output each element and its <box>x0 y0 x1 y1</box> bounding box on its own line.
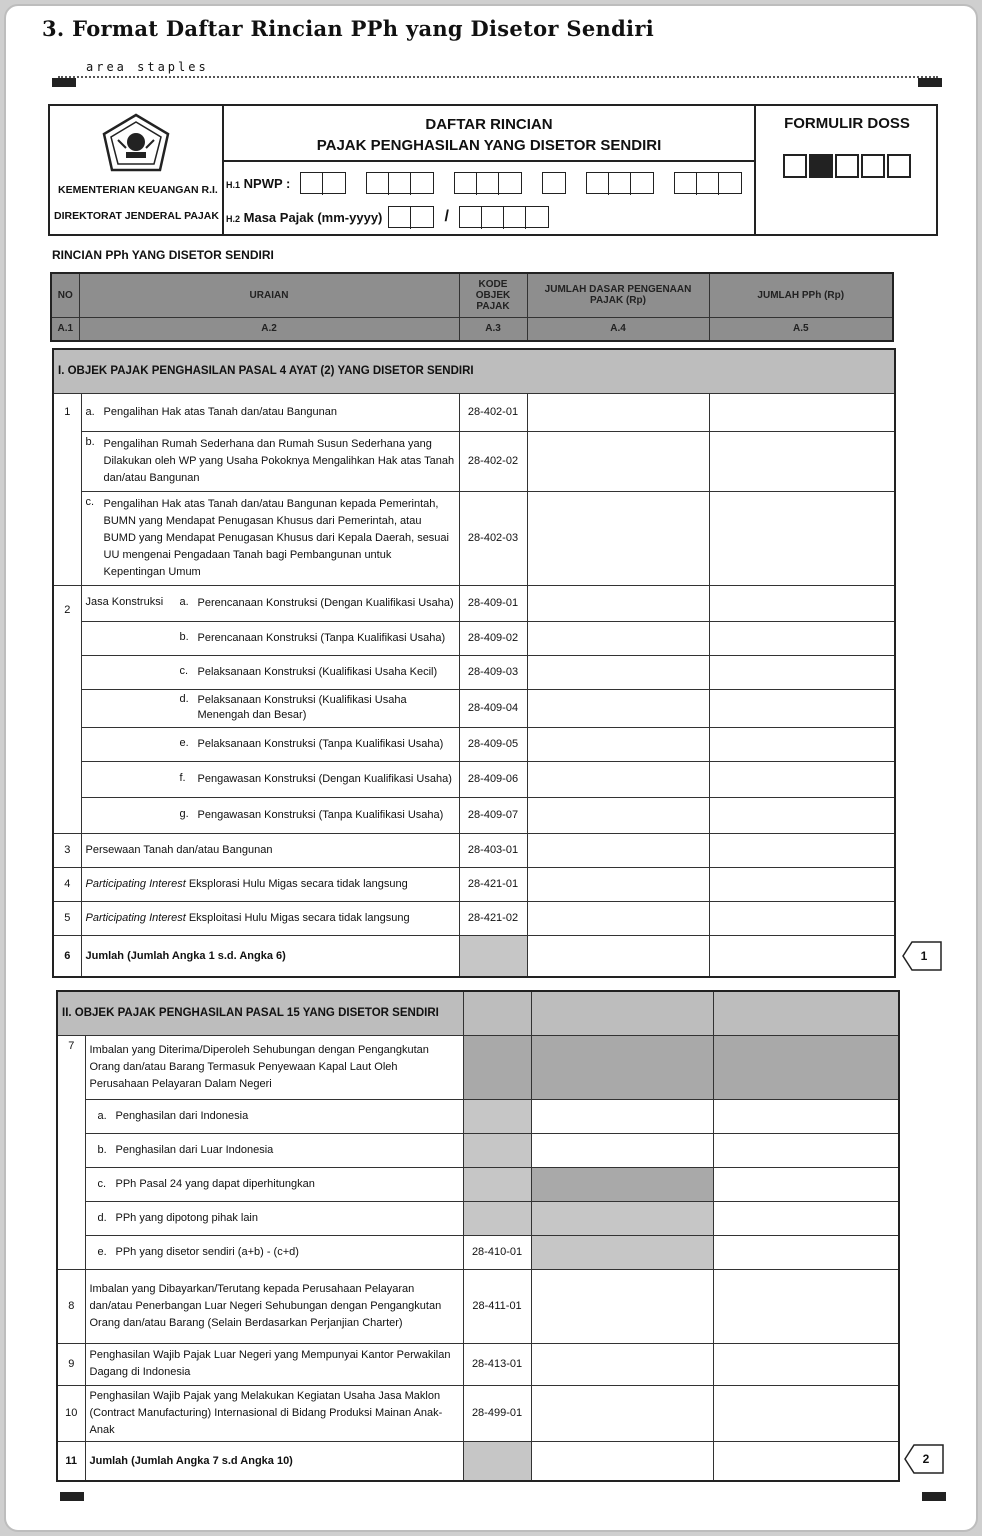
pph-input[interactable] <box>709 833 895 867</box>
header-title-cell <box>224 106 756 234</box>
item-label: b. Pengalihan Rumah Sederhana dan Rumah Susun Sederhana yang Dilakukan oleh WP yang Usaha Pokoknya Mengalihkan Hak atas Tanah dan/atau Bangunan <box>81 431 459 491</box>
row-number: 1 <box>53 393 81 585</box>
dasar-input[interactable] <box>527 585 709 621</box>
form-name: FORMULIR DOSS <box>784 115 910 132</box>
item-label: Participating Interest Eksplorasi Hulu Migas secara tidak langsung <box>81 867 459 901</box>
dasar-input[interactable] <box>527 431 709 491</box>
pph-input[interactable] <box>709 621 895 655</box>
row-number: 3 <box>53 833 81 867</box>
row-number: 2 <box>53 585 81 833</box>
pph-input[interactable] <box>709 727 895 761</box>
pph-input[interactable] <box>709 491 895 585</box>
staple-dotted-line <box>58 76 938 78</box>
tax-code: 28-409-01 <box>459 585 527 621</box>
dasar-input[interactable] <box>527 833 709 867</box>
row-number: 6 <box>53 935 81 977</box>
col-uraian: URAIAN <box>79 273 459 317</box>
pph-input[interactable] <box>709 393 895 431</box>
pph-total-input[interactable] <box>713 1441 899 1481</box>
item-label: c. Pelaksanaan Konstruksi (Kualifikasi Usaha Kecil) <box>81 655 459 689</box>
row-number: 7 <box>57 1035 85 1269</box>
tax-code: 28-413-01 <box>463 1343 531 1385</box>
item-label: e. Pelaksanaan Konstruksi (Tanpa Kualifikasi Usaha) <box>81 727 459 761</box>
reference-tag-2: 2 <box>922 1452 930 1466</box>
section-1-table <box>52 348 896 978</box>
col-a2: A.2 <box>79 317 459 341</box>
col-no: NO <box>51 273 79 317</box>
col-dasar: JUMLAH DASAR PENGENAAN PAJAK (Rp) <box>527 273 709 317</box>
pph-input[interactable] <box>709 655 895 689</box>
corner-mark <box>922 1492 946 1501</box>
shaded-cell <box>463 1133 531 1167</box>
pph-input[interactable] <box>709 689 895 727</box>
pph-input[interactable] <box>709 585 895 621</box>
item-label: Participating Interest Eksploitasi Hulu Migas secara tidak langsung <box>81 901 459 935</box>
dasar-input[interactable] <box>527 689 709 727</box>
logo-cell <box>50 106 224 234</box>
shaded-cell <box>531 1035 713 1099</box>
corner-mark <box>52 78 76 87</box>
item-label: f. Pengawasan Konstruksi (Dengan Kualifikasi Usaha) <box>81 761 459 797</box>
dasar-input[interactable] <box>531 1133 713 1167</box>
pph-input[interactable] <box>713 1133 899 1167</box>
pph-input[interactable] <box>713 1269 899 1343</box>
item-label: d. Pelaksanaan Konstruksi (Kualifikasi Usaha Menengah dan Besar) <box>81 689 459 727</box>
row-number: 9 <box>57 1343 85 1385</box>
dasar-input[interactable] <box>527 655 709 689</box>
item-label: d. PPh yang dipotong pihak lain <box>85 1201 463 1235</box>
tax-code: 28-421-02 <box>459 901 527 935</box>
dasar-input[interactable] <box>527 393 709 431</box>
item-label: a. Penghasilan dari Indonesia <box>85 1099 463 1133</box>
tax-code: 28-402-02 <box>459 431 527 491</box>
corner-mark <box>60 1492 84 1501</box>
item-label: Penghasilan Wajib Pajak Luar Negeri yang Mempunyai Kantor Perwakilan Dagang di Indonesia <box>85 1343 463 1385</box>
pph-input[interactable] <box>709 431 895 491</box>
npwp-field[interactable] <box>300 172 742 194</box>
row-number: 5 <box>53 901 81 935</box>
dasar-input[interactable] <box>527 621 709 655</box>
dasar-input[interactable] <box>527 491 709 585</box>
section-2-table <box>56 990 900 1482</box>
dasar-input[interactable] <box>527 727 709 761</box>
total-label: Jumlah (Jumlah Angka 1 s.d. Angka 6) <box>81 935 459 977</box>
pph-input[interactable] <box>709 901 895 935</box>
corner-mark <box>918 78 942 87</box>
section-1-title: I. OBJEK PAJAK PENGHASILAN PASAL 4 AYAT (2) YANG DISETOR SENDIRI <box>53 349 895 393</box>
item-label: Imbalan yang Dibayarkan/Terutang kepada Perusahaan Pelayaran dan/atau Penerbangan Luar Negeri Sehubungan dengan Pengangkutan Orang dan/atau Barang (Selain Berdasarkan Perjanjian Charter) <box>85 1269 463 1343</box>
tax-code: 28-421-01 <box>459 867 527 901</box>
item-label: Persewaan Tanah dan/atau Bangunan <box>81 833 459 867</box>
col-kode: KODE OBJEK PAJAK <box>459 273 527 317</box>
item-label: b. Penghasilan dari Luar Indonesia <box>85 1133 463 1167</box>
form-header <box>48 104 938 236</box>
shaded-cell <box>713 1035 899 1099</box>
rincian-title: RINCIAN PPh YANG DISETOR SENDIRI <box>52 248 274 262</box>
pph-input[interactable] <box>713 1167 899 1201</box>
tax-code: 28-410-01 <box>463 1235 531 1269</box>
item-label: Jasa Konstruksi a. Perencanaan Konstruksi (Dengan Kualifikasi Usaha) <box>81 585 459 621</box>
item-label: a. Pengalihan Hak atas Tanah dan/atau Bangunan <box>81 393 459 431</box>
row-number: 10 <box>57 1385 85 1441</box>
shaded-cell <box>463 1035 531 1099</box>
tax-code: 28-409-02 <box>459 621 527 655</box>
tax-code: 28-499-01 <box>463 1385 531 1441</box>
row-number: 8 <box>57 1269 85 1343</box>
dasar-input[interactable] <box>531 1269 713 1343</box>
col-pph: JUMLAH PPh (Rp) <box>709 273 893 317</box>
masa-pajak-label: H.2 Masa Pajak (mm-yyyy) <box>226 210 383 225</box>
shaded-cell <box>531 1235 713 1269</box>
shaded-cell <box>463 1167 531 1201</box>
shaded-cell <box>531 1201 713 1235</box>
tax-code: 28-409-04 <box>459 689 527 727</box>
col-a1: A.1 <box>51 317 79 341</box>
pph-input[interactable] <box>713 1385 899 1441</box>
item-label: b. Perencanaan Konstruksi (Tanpa Kualifikasi Usaha) <box>81 621 459 655</box>
shaded-cell <box>463 1441 531 1481</box>
pph-total-input[interactable] <box>709 935 895 977</box>
form-title-line-1: DAFTAR RINCIAN <box>425 116 553 133</box>
item-label: c. PPh Pasal 24 yang dapat diperhitungkan <box>85 1167 463 1201</box>
item-label: Imbalan yang Diterima/Diperoleh Sehubungan dengan Pengangkutan Orang dan/atau Barang Termasuk Penyewaan Kapal Laut Oleh Perusahaan Pelayaran Dalam Negeri <box>85 1035 463 1099</box>
total-label: Jumlah (Jumlah Angka 7 s.d Angka 10) <box>85 1441 463 1481</box>
dasar-input[interactable] <box>531 1385 713 1441</box>
pph-input[interactable] <box>709 761 895 797</box>
tax-code: 28-402-01 <box>459 393 527 431</box>
item-label: g. Pengawasan Konstruksi (Tanpa Kualifikasi Usaha) <box>81 797 459 833</box>
masa-pajak-field[interactable]: / <box>388 206 549 228</box>
shaded-cell <box>531 1167 713 1201</box>
dasar-input[interactable] <box>531 1099 713 1133</box>
shaded-cell <box>463 1099 531 1133</box>
tax-code: 28-409-03 <box>459 655 527 689</box>
tax-code: 28-403-01 <box>459 833 527 867</box>
pph-input[interactable] <box>713 1235 899 1269</box>
col-a5: A.5 <box>709 317 893 341</box>
item-label: c. Pengalihan Hak atas Tanah dan/atau Bangunan kepada Pemerintah, BUMN yang Mendapat Penugasan Khusus dari Pemerintah, atau BUMD yang Mendapat Penugasan Khusus dari Kepala Daerah, sesuai UU mengenai Pengadaan Tanah bagi Pembangunan untuk Kepentingan Umum <box>81 491 459 585</box>
pph-input[interactable] <box>709 867 895 901</box>
dasar-total-input[interactable] <box>527 935 709 977</box>
item-label: Penghasilan Wajib Pajak yang Melakukan Kegiatan Usaha Jasa Maklon (Contract Manufacturing) Internasional di Bidang Produksi Mainan Anak-Anak <box>85 1385 463 1441</box>
page-heading: 3. Format Daftar Rincian PPh yang Disetor Sendiri <box>42 16 654 41</box>
form-code-cell <box>758 106 936 234</box>
shaded-cell <box>459 935 527 977</box>
shaded-cell <box>463 1201 531 1235</box>
column-header-table <box>50 272 894 342</box>
pph-input[interactable] <box>713 1201 899 1235</box>
tax-code: 28-409-06 <box>459 761 527 797</box>
reference-tag-1: 1 <box>920 949 928 963</box>
tax-code: 28-409-07 <box>459 797 527 833</box>
dasar-input[interactable] <box>531 1343 713 1385</box>
org-line-2: DIREKTORAT JENDERAL PAJAK <box>54 210 219 222</box>
col-a4: A.4 <box>527 317 709 341</box>
dasar-input[interactable] <box>527 761 709 797</box>
row-number: 11 <box>57 1441 85 1481</box>
org-line-1: KEMENTERIAN KEUANGAN R.I. <box>58 184 218 196</box>
col-a3: A.3 <box>459 317 527 341</box>
tax-code: 28-409-05 <box>459 727 527 761</box>
pph-input[interactable] <box>713 1343 899 1385</box>
pph-input[interactable] <box>713 1099 899 1133</box>
tax-code: 28-402-03 <box>459 491 527 585</box>
dasar-total-input[interactable] <box>531 1441 713 1481</box>
item-label: e. PPh yang disetor sendiri (a+b) - (c+d) <box>85 1235 463 1269</box>
kemenkeu-logo-icon <box>96 112 176 174</box>
staples-label: area staples <box>86 60 209 74</box>
dasar-input[interactable] <box>527 797 709 833</box>
dasar-input[interactable] <box>527 901 709 935</box>
tax-code: 28-411-01 <box>463 1269 531 1343</box>
row-number: 4 <box>53 867 81 901</box>
pph-input[interactable] <box>709 797 895 833</box>
section-2-title: II. OBJEK PAJAK PENGHASILAN PASAL 15 YANG DISETOR SENDIRI <box>57 991 463 1035</box>
dasar-input[interactable] <box>527 867 709 901</box>
form-title-line-2: PAJAK PENGHASILAN YANG DISETOR SENDIRI <box>316 137 662 154</box>
form-code-boxes <box>758 154 936 182</box>
npwp-label: H.1 NPWP : <box>226 176 291 191</box>
